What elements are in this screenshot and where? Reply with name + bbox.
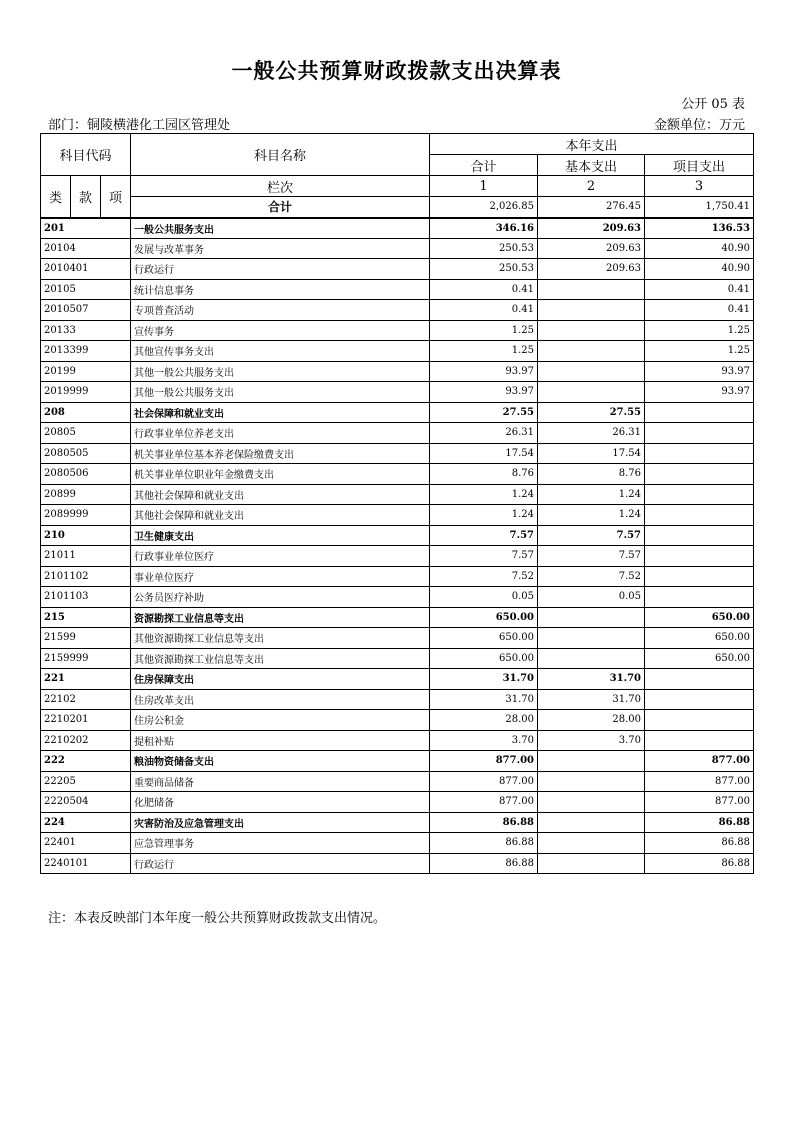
table-row bbox=[41, 279, 754, 300]
table-row bbox=[41, 423, 754, 444]
row-project: 877.00 bbox=[645, 771, 754, 792]
row-total: 1.25 bbox=[430, 320, 538, 341]
row-project: 877.00 bbox=[645, 792, 754, 813]
row-code: 222 bbox=[41, 751, 131, 772]
total-row-total: 2,026.85 bbox=[430, 197, 538, 218]
row-name: 其他宣传事务支出 bbox=[131, 341, 430, 362]
row-code: 215 bbox=[41, 607, 131, 628]
row-basic: 31.70 bbox=[538, 669, 645, 690]
row-basic: 1.24 bbox=[538, 505, 645, 526]
row-name: 社会保障和就业支出 bbox=[131, 402, 430, 423]
header-lei: 类 bbox=[41, 176, 71, 218]
row-code: 20805 bbox=[41, 423, 131, 444]
row-code: 20105 bbox=[41, 279, 131, 300]
table-row bbox=[41, 730, 754, 751]
row-project bbox=[645, 464, 754, 485]
row-name: 住房公积金 bbox=[131, 710, 430, 731]
row-total: 0.41 bbox=[430, 300, 538, 321]
table-row bbox=[41, 771, 754, 792]
row-code: 210 bbox=[41, 525, 131, 546]
row-project: 650.00 bbox=[645, 607, 754, 628]
row-name: 住房改革支出 bbox=[131, 689, 430, 710]
row-name: 机关事业单位基本养老保险缴费支出 bbox=[131, 443, 430, 464]
table-row bbox=[41, 259, 754, 280]
row-code: 2220504 bbox=[41, 792, 131, 813]
row-project bbox=[645, 669, 754, 690]
row-total: 650.00 bbox=[430, 648, 538, 669]
row-project bbox=[645, 525, 754, 546]
row-project: 86.88 bbox=[645, 812, 754, 833]
row-project: 1.25 bbox=[645, 341, 754, 362]
row-basic bbox=[538, 320, 645, 341]
table-row bbox=[41, 628, 754, 649]
table-row bbox=[41, 710, 754, 731]
row-total: 3.70 bbox=[430, 730, 538, 751]
row-project: 86.88 bbox=[645, 853, 754, 874]
row-basic: 3.70 bbox=[538, 730, 645, 751]
header-index-3: 3 bbox=[645, 176, 754, 197]
row-code: 22205 bbox=[41, 771, 131, 792]
header-current-year: 本年支出 bbox=[430, 134, 754, 155]
row-total: 0.05 bbox=[430, 587, 538, 608]
table-row bbox=[41, 751, 754, 772]
total-row-project: 1,750.41 bbox=[645, 197, 754, 218]
row-name: 灾害防治及应急管理支出 bbox=[131, 812, 430, 833]
row-code: 2101103 bbox=[41, 587, 131, 608]
table-row bbox=[41, 361, 754, 382]
row-name: 行政运行 bbox=[131, 853, 430, 874]
row-project bbox=[645, 484, 754, 505]
row-name: 一般公共服务支出 bbox=[131, 218, 430, 239]
row-project: 0.41 bbox=[645, 279, 754, 300]
row-project: 40.90 bbox=[645, 259, 754, 280]
row-total: 31.70 bbox=[430, 689, 538, 710]
row-name: 重要商品储备 bbox=[131, 771, 430, 792]
page-title: 一般公共预算财政拨款支出决算表 bbox=[231, 59, 562, 83]
header-name: 科目名称 bbox=[131, 134, 430, 176]
table-row bbox=[41, 833, 754, 854]
row-total: 650.00 bbox=[430, 607, 538, 628]
row-project bbox=[645, 689, 754, 710]
row-total: 650.00 bbox=[430, 628, 538, 649]
row-basic bbox=[538, 812, 645, 833]
form-number: 公开 05 表 bbox=[681, 97, 745, 112]
row-basic: 8.76 bbox=[538, 464, 645, 485]
row-project: 877.00 bbox=[645, 751, 754, 772]
row-total: 86.88 bbox=[430, 853, 538, 874]
row-name: 其他一般公共服务支出 bbox=[131, 382, 430, 403]
row-name: 其他社会保障和就业支出 bbox=[131, 484, 430, 505]
header-project: 项目支出 bbox=[645, 155, 754, 176]
header-index-2: 2 bbox=[538, 176, 645, 197]
row-basic bbox=[538, 751, 645, 772]
row-code: 21011 bbox=[41, 546, 131, 567]
row-name: 粮油物资储备支出 bbox=[131, 751, 430, 772]
table-row bbox=[41, 607, 754, 628]
header-lanci: 栏次 bbox=[131, 176, 430, 197]
row-project bbox=[645, 546, 754, 567]
table-row bbox=[41, 648, 754, 669]
row-basic bbox=[538, 361, 645, 382]
row-name: 行政事业单位养老支出 bbox=[131, 423, 430, 444]
row-basic: 26.31 bbox=[538, 423, 645, 444]
row-name: 其他资源勘探工业信息等支出 bbox=[131, 628, 430, 649]
row-code: 2089999 bbox=[41, 505, 131, 526]
row-project: 93.97 bbox=[645, 382, 754, 403]
row-code: 22102 bbox=[41, 689, 131, 710]
row-code: 201 bbox=[41, 218, 131, 239]
row-basic bbox=[538, 771, 645, 792]
header-kuan: 款 bbox=[71, 176, 101, 218]
row-basic bbox=[538, 648, 645, 669]
row-code: 208 bbox=[41, 402, 131, 423]
table-row bbox=[41, 525, 754, 546]
row-total: 17.54 bbox=[430, 443, 538, 464]
table-row bbox=[41, 341, 754, 362]
row-total: 877.00 bbox=[430, 751, 538, 772]
table-row bbox=[41, 320, 754, 341]
row-code: 21599 bbox=[41, 628, 131, 649]
row-total: 28.00 bbox=[430, 710, 538, 731]
row-code: 22401 bbox=[41, 833, 131, 854]
row-basic: 31.70 bbox=[538, 689, 645, 710]
table-row bbox=[41, 464, 754, 485]
row-code: 2019999 bbox=[41, 382, 131, 403]
row-total: 0.41 bbox=[430, 279, 538, 300]
total-row-basic: 276.45 bbox=[538, 197, 645, 218]
row-name: 行政事业单位医疗 bbox=[131, 546, 430, 567]
row-name: 事业单位医疗 bbox=[131, 566, 430, 587]
row-total: 877.00 bbox=[430, 771, 538, 792]
row-total: 31.70 bbox=[430, 669, 538, 690]
row-total: 250.53 bbox=[430, 259, 538, 280]
row-total: 86.88 bbox=[430, 812, 538, 833]
table-row bbox=[41, 238, 754, 259]
row-total: 346.16 bbox=[430, 218, 538, 239]
row-project bbox=[645, 587, 754, 608]
table-row bbox=[41, 300, 754, 321]
row-total: 27.55 bbox=[430, 402, 538, 423]
row-code: 2240101 bbox=[41, 853, 131, 874]
row-name: 统计信息事务 bbox=[131, 279, 430, 300]
row-project: 93.97 bbox=[645, 361, 754, 382]
row-name: 化肥储备 bbox=[131, 792, 430, 813]
row-basic: 28.00 bbox=[538, 710, 645, 731]
row-total: 1.24 bbox=[430, 484, 538, 505]
row-basic bbox=[538, 792, 645, 813]
row-name: 提租补贴 bbox=[131, 730, 430, 751]
row-total: 26.31 bbox=[430, 423, 538, 444]
row-name: 应急管理事务 bbox=[131, 833, 430, 854]
row-project bbox=[645, 730, 754, 751]
table-row bbox=[41, 566, 754, 587]
row-name: 住房保障支出 bbox=[131, 669, 430, 690]
row-code: 2210202 bbox=[41, 730, 131, 751]
table-row bbox=[41, 402, 754, 423]
row-code: 2080506 bbox=[41, 464, 131, 485]
total-row-label: 合计 bbox=[131, 197, 430, 218]
row-project bbox=[645, 505, 754, 526]
row-total: 7.57 bbox=[430, 546, 538, 567]
row-code: 20104 bbox=[41, 238, 131, 259]
row-basic bbox=[538, 341, 645, 362]
department-label: 部门：铜陵横港化工园区管理处 bbox=[48, 118, 231, 133]
table-row bbox=[41, 812, 754, 833]
row-name: 其他一般公共服务支出 bbox=[131, 361, 430, 382]
row-basic bbox=[538, 279, 645, 300]
row-total: 7.57 bbox=[430, 525, 538, 546]
row-code: 2101102 bbox=[41, 566, 131, 587]
row-basic bbox=[538, 607, 645, 628]
row-code: 2013399 bbox=[41, 341, 131, 362]
row-project bbox=[645, 710, 754, 731]
row-name: 其他资源勘探工业信息等支出 bbox=[131, 648, 430, 669]
row-basic: 0.05 bbox=[538, 587, 645, 608]
row-project: 0.41 bbox=[645, 300, 754, 321]
row-basic: 7.57 bbox=[538, 546, 645, 567]
row-code: 224 bbox=[41, 812, 131, 833]
row-name: 行政运行 bbox=[131, 259, 430, 280]
table-row bbox=[41, 505, 754, 526]
row-total: 1.25 bbox=[430, 341, 538, 362]
row-basic: 209.63 bbox=[538, 259, 645, 280]
row-basic: 209.63 bbox=[538, 238, 645, 259]
header-basic: 基本支出 bbox=[538, 155, 645, 176]
row-basic bbox=[538, 382, 645, 403]
row-basic: 27.55 bbox=[538, 402, 645, 423]
row-name: 卫生健康支出 bbox=[131, 525, 430, 546]
row-name: 其他社会保障和就业支出 bbox=[131, 505, 430, 526]
footnote: 注：本表反映部门本年度一般公共预算财政拨款支出情况。 bbox=[48, 911, 387, 926]
table-row bbox=[41, 218, 754, 239]
row-basic bbox=[538, 628, 645, 649]
row-basic: 209.63 bbox=[538, 218, 645, 239]
row-total: 8.76 bbox=[430, 464, 538, 485]
row-project bbox=[645, 443, 754, 464]
row-name: 发展与改革事务 bbox=[131, 238, 430, 259]
row-code: 20199 bbox=[41, 361, 131, 382]
row-code: 2159999 bbox=[41, 648, 131, 669]
row-code: 20899 bbox=[41, 484, 131, 505]
row-total: 93.97 bbox=[430, 361, 538, 382]
row-code: 20133 bbox=[41, 320, 131, 341]
row-project bbox=[645, 566, 754, 587]
table-row bbox=[41, 853, 754, 874]
expenditure-table bbox=[40, 133, 754, 874]
row-project: 1.25 bbox=[645, 320, 754, 341]
table-row bbox=[41, 669, 754, 690]
table-row bbox=[41, 587, 754, 608]
row-total: 877.00 bbox=[430, 792, 538, 813]
row-total: 86.88 bbox=[430, 833, 538, 854]
row-basic bbox=[538, 300, 645, 321]
row-basic: 7.57 bbox=[538, 525, 645, 546]
row-code: 2010507 bbox=[41, 300, 131, 321]
row-total: 7.52 bbox=[430, 566, 538, 587]
header-total: 合计 bbox=[430, 155, 538, 176]
table-row bbox=[41, 443, 754, 464]
table-row bbox=[41, 484, 754, 505]
row-name: 公务员医疗补助 bbox=[131, 587, 430, 608]
row-basic: 17.54 bbox=[538, 443, 645, 464]
row-name: 资源勘探工业信息等支出 bbox=[131, 607, 430, 628]
amount-unit-label: 金额单位：万元 bbox=[653, 118, 745, 133]
row-name: 宣传事务 bbox=[131, 320, 430, 341]
row-total: 250.53 bbox=[430, 238, 538, 259]
table-row bbox=[41, 382, 754, 403]
row-project: 86.88 bbox=[645, 833, 754, 854]
row-name: 机关事业单位职业年金缴费支出 bbox=[131, 464, 430, 485]
row-code: 2210201 bbox=[41, 710, 131, 731]
row-code: 2080505 bbox=[41, 443, 131, 464]
row-basic bbox=[538, 833, 645, 854]
row-basic bbox=[538, 853, 645, 874]
row-code: 2010401 bbox=[41, 259, 131, 280]
row-project: 650.00 bbox=[645, 648, 754, 669]
row-project: 40.90 bbox=[645, 238, 754, 259]
row-basic: 7.52 bbox=[538, 566, 645, 587]
table-row bbox=[41, 689, 754, 710]
row-project: 136.53 bbox=[645, 218, 754, 239]
row-project bbox=[645, 423, 754, 444]
row-basic: 1.24 bbox=[538, 484, 645, 505]
header-code: 科目代码 bbox=[41, 134, 131, 176]
row-name: 专项普查活动 bbox=[131, 300, 430, 321]
row-project: 650.00 bbox=[645, 628, 754, 649]
header-xiang: 项 bbox=[101, 176, 131, 218]
table-row bbox=[41, 792, 754, 813]
row-project bbox=[645, 402, 754, 423]
row-code: 221 bbox=[41, 669, 131, 690]
table-row bbox=[41, 546, 754, 567]
row-total: 93.97 bbox=[430, 382, 538, 403]
row-total: 1.24 bbox=[430, 505, 538, 526]
header-index-1: 1 bbox=[430, 176, 538, 197]
